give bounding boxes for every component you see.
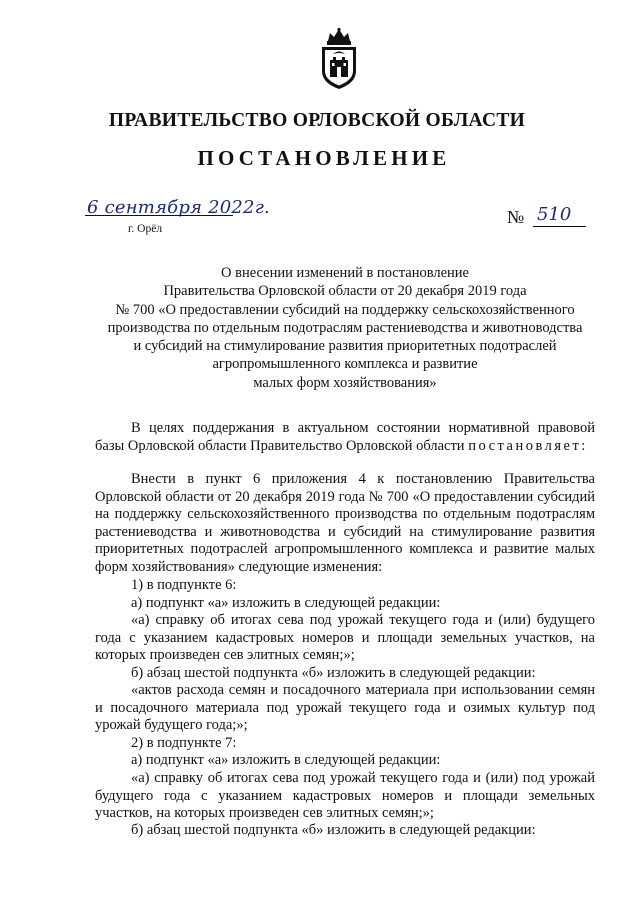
- document-date: 6 сентября 2022г.: [87, 197, 270, 218]
- item-1b: б) абзац шестой подпункта «б» изложить в следующей редакции:: [131, 665, 536, 681]
- title-line: и субсидий на стимулирование развития приоритетных подотраслей: [133, 338, 557, 355]
- item-1: 1) в подпункте 6:: [131, 577, 237, 593]
- item-2b: б) абзац шестой подпункта «б» изложить в следующей редакции:: [131, 822, 536, 838]
- document-title: [90, 264, 600, 392]
- number-label: №: [507, 207, 525, 227]
- preamble-text: В целях поддержания в актуальном состоянии нормативной правовой базы Орловской области Правительство Орловской области: [95, 420, 595, 454]
- item-2: 2) в подпункте 7:: [131, 735, 237, 751]
- main-paragraph: Внести в пункт 6 приложения 4 к постановлению Правительства Орловской области от 20 декабря 2019 года № 700 «О предоставлении субсидий на поддержку сельскохозяйственного производства по отдельным подотраслям растениеводства и животноводства и субсидий на стимулирование развития приоритетных подотраслей агропромышленного комплекса и развитие малых форм хозяйствования» следующие изменения:: [95, 471, 595, 575]
- title-line: № 700 «О предоставлении субсидий на поддержку сельскохозяйственного: [115, 301, 575, 318]
- title-line: О внесении изменений в постановление: [221, 265, 469, 281]
- item-1b-text: «актов расхода семян и посадочного материала при использовании семян и посадочного материала под урожай текущего года и озимых культур под урожай будущего года;»;: [95, 682, 595, 734]
- number-underline: [533, 226, 586, 227]
- government-name: ПРАВИТЕЛЬСТВО ОРЛОВСКОЙ ОБЛАСТИ: [108, 110, 526, 131]
- item-2a-text: «а) справку об итогах сева под урожай текущего года и (или) под урожай будущего года с указанием кадастровых номеров и площади земельных участков, на которых произведен сев элитных семян;»;: [95, 770, 595, 822]
- preamble-paragraph: [95, 420, 595, 455]
- preamble-resolves: постановляет:: [468, 437, 588, 454]
- title-line: производства по отдельным подотраслям растениеводства и животноводства: [107, 319, 583, 336]
- document-number: 510: [537, 204, 572, 225]
- document-kind: ПОСТАНОВЛЕНИЕ: [197, 146, 451, 170]
- title-line: Правительства Орловской области от 20 декабря 2019 года: [163, 283, 527, 300]
- coat-of-arms-icon: [316, 27, 362, 91]
- item-1a: а) подпункт «а» изложить в следующей редакции:: [131, 595, 441, 611]
- item-1a-text: «а) справку об итогах сева под урожай текущего года и (или) будущего года с указанием кадастровых номеров и площади земельных участков, на которых произведен сев элитных семян;»;: [95, 612, 595, 664]
- document-city: г. Орёл: [128, 223, 163, 235]
- title-line: малых форм хозяйствования»: [253, 374, 437, 391]
- title-line: агропромышленного комплекса и развитие: [212, 356, 478, 373]
- date-underline: [85, 214, 233, 216]
- item-2a: а) подпункт «а» изложить в следующей редакции:: [131, 752, 441, 768]
